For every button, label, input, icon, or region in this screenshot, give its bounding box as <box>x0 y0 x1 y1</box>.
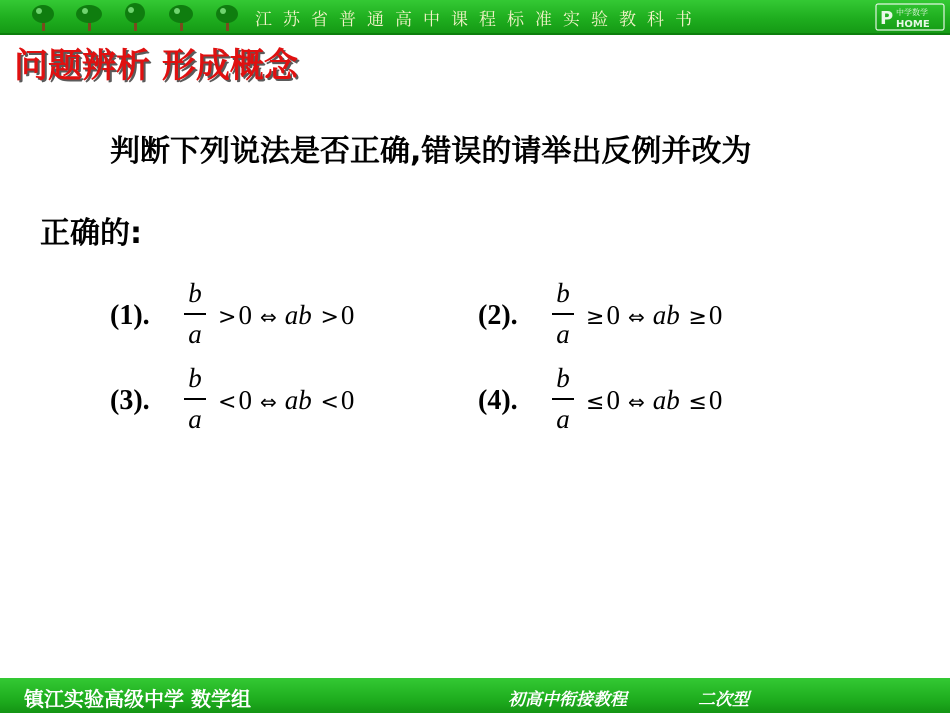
expression <box>216 385 354 416</box>
trees-decoration <box>30 2 250 32</box>
iff-symbol: ⇔ <box>627 390 645 414</box>
iff-symbol: ⇔ <box>627 305 645 329</box>
denominator: a <box>556 403 570 434</box>
statement-label: (4). <box>478 385 518 416</box>
numerator: b <box>556 363 570 393</box>
instruction-line-2: 正确的: <box>40 216 142 251</box>
zero: 0 <box>340 300 355 330</box>
product: ab <box>284 300 312 330</box>
relation: ≤ <box>586 390 605 415</box>
fraction-bar <box>184 398 206 400</box>
denominator: a <box>188 403 202 434</box>
relation: ≥ <box>688 305 707 330</box>
relation: ≥ <box>586 305 605 330</box>
statement-label: (1). <box>110 300 150 331</box>
fraction <box>184 278 206 349</box>
zero: 0 <box>340 385 355 415</box>
product: ab <box>652 385 680 415</box>
iff-symbol: ⇔ <box>259 390 277 414</box>
iff-symbol: ⇔ <box>259 305 277 329</box>
logo-icon <box>875 3 945 31</box>
statement-label: (3). <box>110 385 150 416</box>
topic-title: 二次型 <box>698 690 749 710</box>
relation: < <box>218 390 237 415</box>
statement-label: (2). <box>478 300 518 331</box>
numerator: b <box>188 278 202 308</box>
svg-text:中学数学: 中学数学 <box>896 8 928 17</box>
school-name: 镇江实验高级中学 数学组 <box>24 687 251 711</box>
fraction-bar <box>184 313 206 315</box>
svg-text:HOME: HOME <box>896 19 930 30</box>
fraction <box>552 278 574 349</box>
svg-text:P: P <box>880 8 894 29</box>
slide-heading: 问题辨析 形成概念 <box>14 46 298 86</box>
product: ab <box>284 385 312 415</box>
zero: 0 <box>238 385 252 415</box>
zero: 0 <box>708 300 723 330</box>
fraction <box>552 363 574 434</box>
top-banner <box>0 0 950 35</box>
banner-title: 江苏省普通高中课程标准实验教科书 <box>255 10 703 30</box>
expression <box>216 300 354 331</box>
zero: 0 <box>606 300 620 330</box>
expression <box>584 385 722 416</box>
fraction <box>184 363 206 434</box>
numerator: b <box>556 278 570 308</box>
fraction-bar <box>552 313 574 315</box>
denominator: a <box>556 318 570 349</box>
denominator: a <box>188 318 202 349</box>
instruction-line-1: 判断下列说法是否正确,错误的请举出反例并改为 <box>110 134 752 169</box>
product: ab <box>652 300 680 330</box>
zero: 0 <box>708 385 723 415</box>
relation: > <box>218 305 237 330</box>
relation: > <box>320 305 339 330</box>
fraction-bar <box>552 398 574 400</box>
bottom-banner <box>0 678 950 713</box>
relation: ≤ <box>688 390 707 415</box>
numerator: b <box>188 363 202 393</box>
relation: < <box>320 390 339 415</box>
course-title: 初高中衔接教程 <box>508 690 627 710</box>
expression <box>584 300 722 331</box>
zero: 0 <box>238 300 252 330</box>
zero: 0 <box>606 385 620 415</box>
